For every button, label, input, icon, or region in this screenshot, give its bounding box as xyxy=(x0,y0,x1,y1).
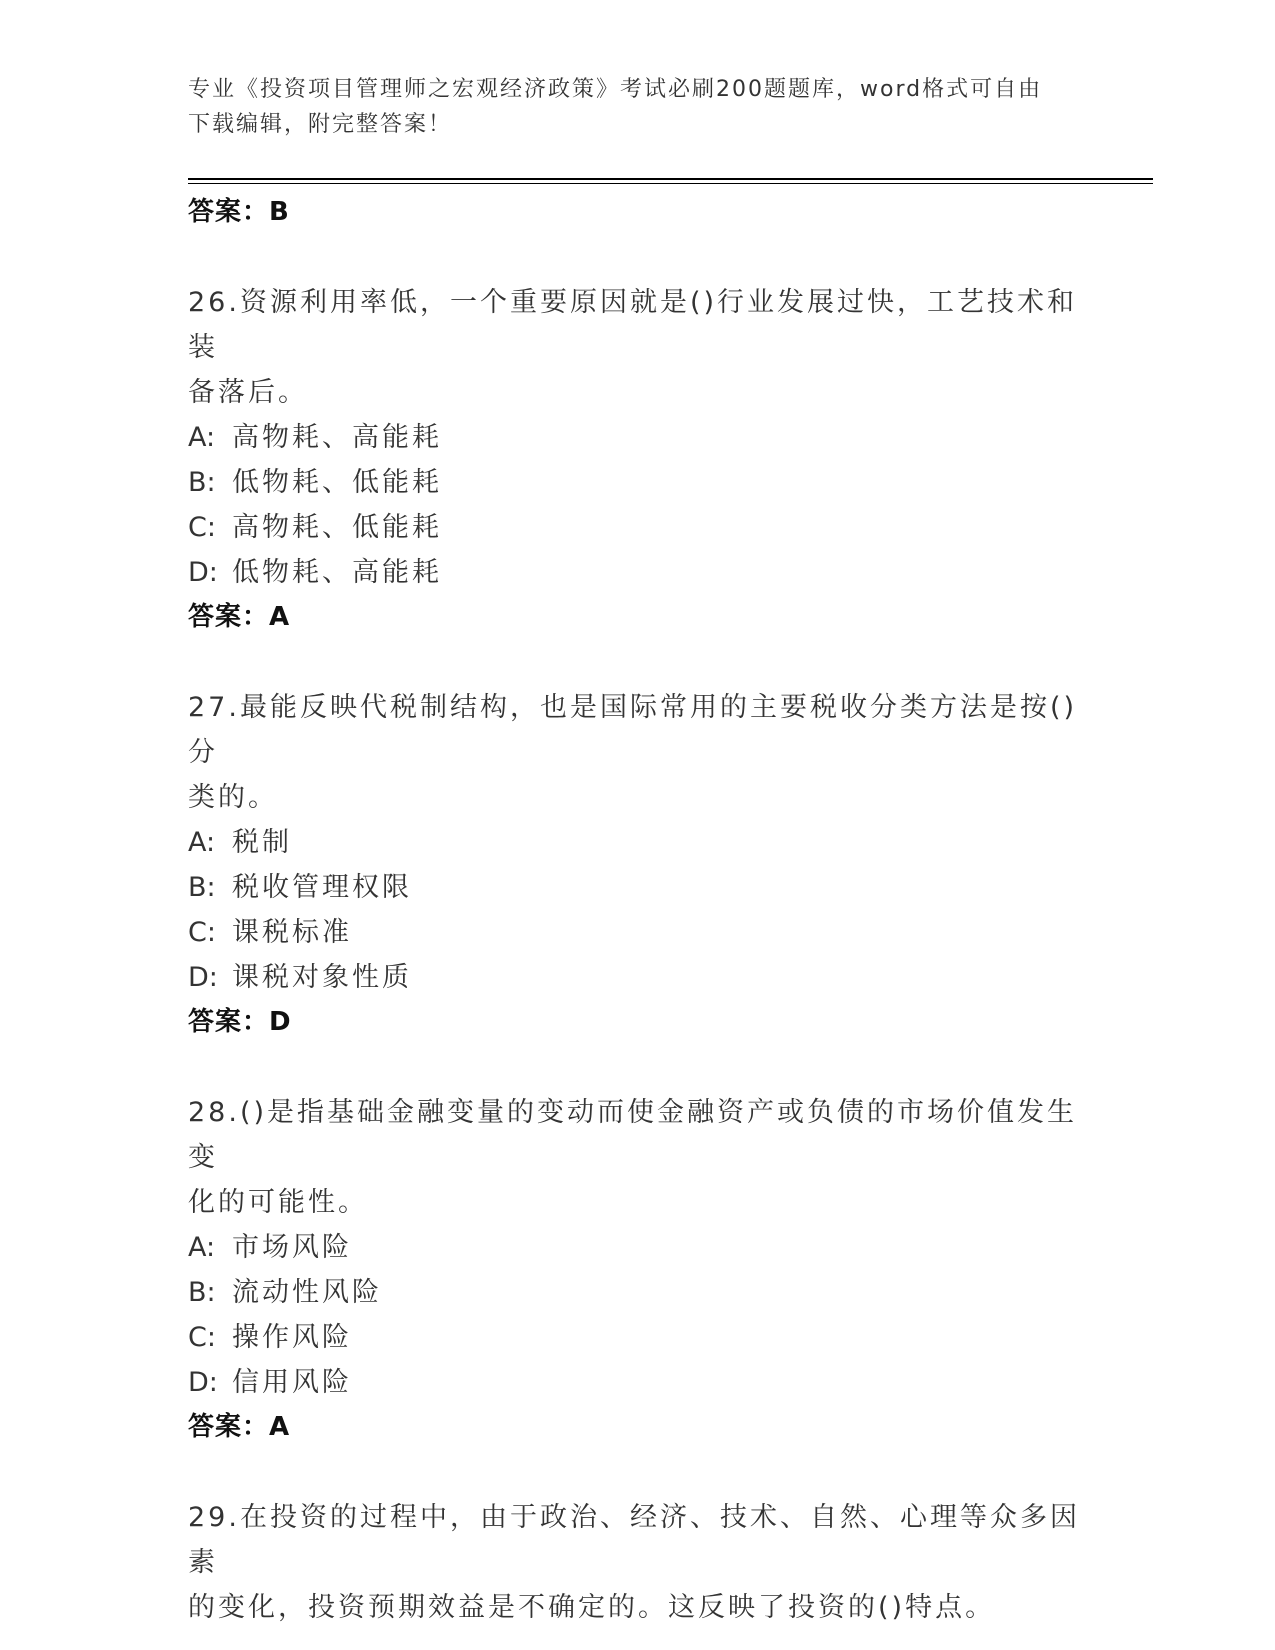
option-key: A: xyxy=(188,827,216,858)
option-text: 低物耗、高能耗 xyxy=(232,557,442,588)
question-stem: 26.资源利用率低，一个重要原因就是()行业发展过快，工艺技术和装 xyxy=(188,287,1078,363)
header-line-1: 专业《投资项目管理师之宏观经济政策》考试必刷200题题库，word格式可自由 xyxy=(188,77,1043,102)
header-line-2: 下载编辑，附完整答案！ xyxy=(188,112,453,137)
option-key: C: xyxy=(188,512,216,543)
question-28 xyxy=(188,1090,1088,1449)
option-c xyxy=(188,910,1088,955)
option-key: D: xyxy=(188,557,218,588)
question-stem-continued: 类的。 xyxy=(188,782,278,813)
answer-line: 答案：D xyxy=(188,1007,292,1037)
option-a xyxy=(188,415,1088,460)
question-stem: 28.()是指基础金融变量的变动而使金融资产或负债的市场价值发生变 xyxy=(188,1097,1078,1173)
option-text: 税制 xyxy=(232,827,292,858)
option-key: B: xyxy=(188,872,216,903)
option-a xyxy=(188,820,1088,865)
option-b xyxy=(188,1270,1088,1315)
option-text: 课税对象性质 xyxy=(232,962,412,993)
option-text: 信用风险 xyxy=(232,1367,352,1398)
option-c xyxy=(188,505,1088,550)
option-key: B: xyxy=(188,1277,216,1308)
option-a xyxy=(188,1225,1088,1270)
answer-line: 答案：B xyxy=(188,197,290,227)
header-rule-thin xyxy=(188,183,1153,184)
option-d xyxy=(188,955,1088,1000)
question-29 xyxy=(188,1495,1088,1630)
option-key: A: xyxy=(188,1232,216,1263)
option-text: 市场风险 xyxy=(232,1232,352,1263)
option-text: 高物耗、高能耗 xyxy=(232,422,442,453)
question-stem: 27.最能反映代税制结构，也是国际常用的主要税收分类方法是按()分 xyxy=(188,692,1078,768)
option-text: 课税标准 xyxy=(232,917,352,948)
answer-line: 答案：A xyxy=(188,1412,291,1442)
question-stem-continued: 化的可能性。 xyxy=(188,1187,368,1218)
option-text: 操作风险 xyxy=(232,1322,352,1353)
option-key: C: xyxy=(188,917,216,948)
option-d xyxy=(188,1360,1088,1405)
option-text: 低物耗、低能耗 xyxy=(232,467,442,498)
question-list xyxy=(188,190,1088,1630)
document-header xyxy=(188,72,1068,142)
option-b xyxy=(188,865,1088,910)
question-26 xyxy=(188,280,1088,639)
question-stem-continued: 的变化，投资预期效益是不确定的。这反映了投资的()特点。 xyxy=(188,1592,996,1623)
option-c xyxy=(188,1315,1088,1360)
option-b xyxy=(188,460,1088,505)
question-27 xyxy=(188,685,1088,1044)
option-key: D: xyxy=(188,1367,218,1398)
option-key: B: xyxy=(188,467,216,498)
answer-line: 答案：A xyxy=(188,602,291,632)
option-key: A: xyxy=(188,422,216,453)
option-d xyxy=(188,550,1088,595)
option-text: 高物耗、低能耗 xyxy=(232,512,442,543)
header-rule-thick xyxy=(188,178,1153,180)
option-text: 税收管理权限 xyxy=(232,872,412,903)
question-stem-continued: 备落后。 xyxy=(188,377,308,408)
option-key: C: xyxy=(188,1322,216,1353)
option-key: D: xyxy=(188,962,218,993)
question-stem: 29.在投资的过程中，由于政治、经济、技术、自然、心理等众多因素 xyxy=(188,1502,1080,1578)
option-text: 流动性风险 xyxy=(232,1277,382,1308)
